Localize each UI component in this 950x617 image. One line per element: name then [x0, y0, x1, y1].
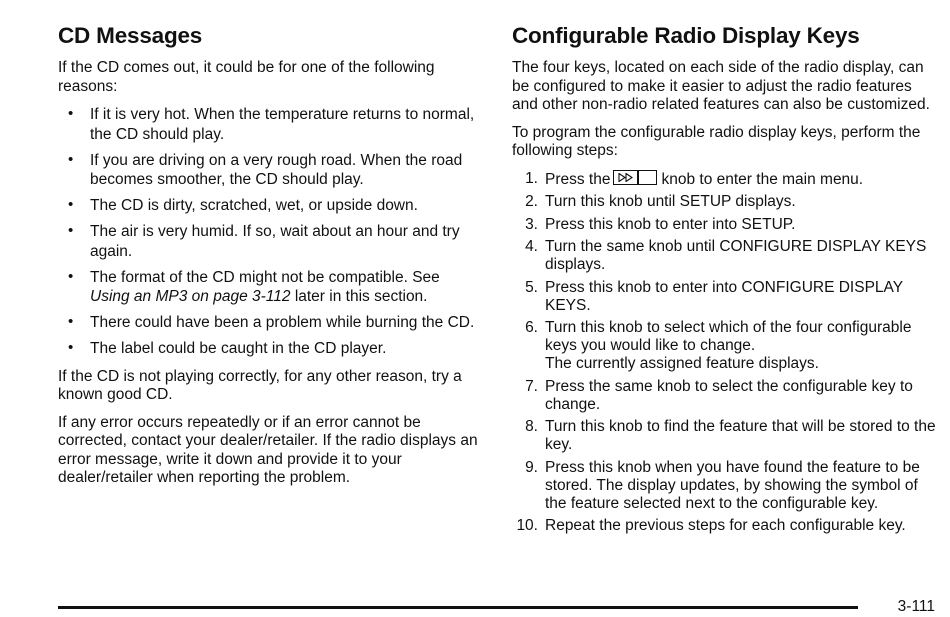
format-text: The format of the CD might not be compatible. See: [90, 268, 440, 286]
step-item: [512, 319, 937, 373]
step-text: Turn this knob until SETUP displays.: [545, 193, 796, 210]
step-number: 6.: [525, 319, 538, 336]
step-number: 2.: [525, 193, 538, 210]
footer-rule: [58, 606, 858, 609]
step-number: 9.: [525, 458, 538, 476]
right-column: [512, 22, 937, 540]
step-text: Turn this knob to select which of the four configurable keys you would like to change.: [545, 319, 912, 354]
list-item: • The label could be caught in the CD player.: [58, 339, 478, 359]
step-text-after: knob to enter the main menu.: [661, 170, 864, 188]
step-number: 5.: [525, 278, 538, 296]
tune-seek-knob-icon: [613, 170, 657, 185]
list-item: • The air is very humid. If so, wait about an hour and try again.: [58, 222, 478, 261]
step-item: [512, 279, 937, 315]
list-item: • If it is very hot. When the temperature returns to normal, the CD should play.: [58, 105, 478, 144]
intro-paragraph: If the CD comes out, it could be for one of the following reasons:: [58, 59, 435, 95]
step-text: Press the: [545, 170, 611, 188]
list-item: • If you are driving on a very rough road. When the road becomes smoother, the CD should play.: [58, 151, 478, 190]
list-item: • There could have been a problem while burning the CD.: [58, 313, 478, 333]
step-item: [512, 216, 937, 234]
step-text: Press this knob to enter into CONFIGURE DISPLAY KEYS.: [545, 278, 903, 314]
step-item: [512, 193, 937, 211]
page-number: 3-111: [897, 598, 935, 615]
step-text: Press this knob to enter into SETUP.: [545, 215, 796, 233]
step-item: [512, 459, 937, 513]
paragraph-error-message: If any error occurs repeatedly or if an error cannot be corrected, contact your dealer/retailer. If the radio displays an error message, write it down and provide it to your dealer/retailer when reporting the problem.: [58, 413, 478, 486]
section-title-configurable-keys: Configurable Radio Display Keys: [512, 23, 860, 48]
step-number: 8.: [525, 418, 538, 435]
step-text: Turn the same knob until CONFIGURE DISPLAY KEYS displays.: [545, 238, 927, 273]
list-item: • The CD is dirty, scratched, wet, or upside down.: [58, 196, 478, 216]
left-column: [58, 22, 478, 497]
paragraph-known-good-cd: If the CD is not playing correctly, for any other reason, try a known good CD.: [58, 367, 462, 403]
step-number: 10.: [516, 517, 538, 534]
step-item: [512, 378, 937, 414]
step-text: Press this knob when you have found the feature to be stored. The display updates, by showing the symbol of the feature selected next to the configurable key.: [545, 458, 920, 512]
steps-list: [512, 170, 937, 536]
step-text: Turn this knob to find the feature that will be stored to the key.: [545, 418, 936, 453]
step-item: [512, 418, 937, 454]
keys-intro-paragraph: The four keys, located on each side of the radio display, can be configured to make it easier to adjust the radio features and other non-radio related features can also be customized.: [512, 59, 930, 113]
step-item: [512, 170, 937, 189]
step-item: [512, 517, 937, 535]
step-text-continued: The currently assigned feature displays.: [545, 355, 819, 372]
step-text: Repeat the previous steps for each configurable key.: [545, 517, 906, 534]
step-number: 3.: [525, 215, 538, 233]
program-steps-intro: To program the configurable radio display keys, perform the following steps:: [512, 123, 921, 159]
format-text-after: later in this section.: [294, 288, 428, 305]
step-number: 4.: [525, 238, 538, 255]
reasons-list: [58, 105, 478, 359]
mp3-page-reference-link[interactable]: Using an MP3 on page 3-112: [90, 288, 291, 305]
step-number: 7.: [525, 377, 538, 395]
step-text: Press the same knob to select the configurable key to change.: [545, 377, 913, 413]
step-item: [512, 238, 937, 274]
section-title-cd-messages: CD Messages: [58, 23, 203, 48]
list-item-format: [58, 268, 478, 307]
step-number: 1.: [525, 169, 538, 187]
